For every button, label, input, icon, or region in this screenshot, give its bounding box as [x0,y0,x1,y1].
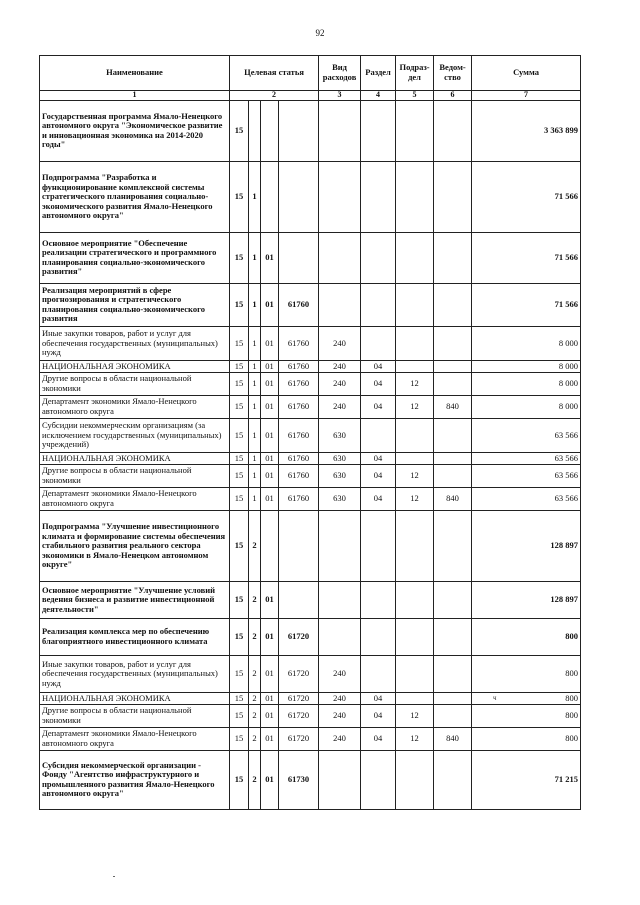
header-sum: Сумма [472,56,581,91]
department-code [434,326,472,360]
header-department: Ведом-ство [434,56,472,91]
target-subprogram: 1 [249,464,261,487]
section-code [361,326,396,360]
table-row [40,487,581,510]
section-code: 04 [361,487,396,510]
row-name: Основное мероприятие "Улучшение условий ведения бизнеса и развитие инвестиционной деятельности" [40,581,230,618]
target-program: 15 [230,704,249,727]
department-code [434,161,472,232]
row-sum: 63 566 [472,418,581,452]
row-name: Подпрограмма "Улучшение инвестиционного климата и формирование системы обеспечения стабильного развития реального сектора экономики в Ямало-Ненецком автономном округе" [40,510,230,581]
target-activity: 01 [261,452,279,464]
target-program: 15 [230,100,249,161]
expense-type: 630 [319,487,361,510]
table-row [40,692,581,704]
row-sum: 63 566 [472,452,581,464]
department-code: 840 [434,395,472,418]
department-code [434,372,472,395]
target-program: 15 [230,581,249,618]
target-activity: 01 [261,283,279,326]
target-activity: 01 [261,727,279,750]
target-program: 15 [230,618,249,655]
table-body [40,100,581,809]
section-code [361,283,396,326]
target-program: 15 [230,326,249,360]
expense-type: 240 [319,655,361,692]
row-name: Департамент экономики Ямало-Ненецкого автономного округа [40,487,230,510]
subsection-code [396,283,434,326]
row-sum: 8 000 [472,372,581,395]
row-sum: 8 000 [472,326,581,360]
department-code [434,692,472,704]
subsection-code [396,655,434,692]
header-type: Вид расходов [319,56,361,91]
header-name: Наименование [40,56,230,91]
target-direction: 61760 [279,452,319,464]
table-row [40,161,581,232]
target-subprogram: 2 [249,727,261,750]
target-subprogram: 2 [249,655,261,692]
target-activity: 01 [261,360,279,372]
target-direction: 61720 [279,618,319,655]
department-code [434,618,472,655]
row-sum: 8 000 [472,360,581,372]
target-activity: 01 [261,750,279,809]
row-name: Иные закупки товаров, работ и услуг для обеспечения государственных (муниципальных) нужд [40,655,230,692]
target-activity: 01 [261,418,279,452]
col-number: 4 [361,91,396,101]
target-direction: 61760 [279,360,319,372]
col-number: 5 [396,91,434,101]
expense-type: 630 [319,464,361,487]
target-activity [261,100,279,161]
target-subprogram: 1 [249,487,261,510]
section-code [361,510,396,581]
table-row [40,232,581,283]
expense-type [319,618,361,655]
expense-type: 240 [319,692,361,704]
col-number: 3 [319,91,361,101]
target-activity: 01 [261,655,279,692]
expense-type [319,161,361,232]
table-row [40,100,581,161]
target-program: 15 [230,692,249,704]
section-code [361,655,396,692]
target-direction: 61720 [279,692,319,704]
subsection-code [396,326,434,360]
row-sum: 71 566 [472,161,581,232]
target-program: 15 [230,452,249,464]
table-row [40,395,581,418]
column-number-row [40,91,581,101]
table-row [40,326,581,360]
target-subprogram: 1 [249,326,261,360]
row-name: Департамент экономики Ямало-Ненецкого автономного округа [40,727,230,750]
expense-type [319,750,361,809]
target-subprogram: 1 [249,283,261,326]
target-direction: 61730 [279,750,319,809]
subsection-code [396,100,434,161]
col-number: 2 [230,91,319,101]
table-row [40,372,581,395]
subsection-code: 12 [396,372,434,395]
target-program: 15 [230,283,249,326]
section-code [361,100,396,161]
section-code [361,232,396,283]
target-subprogram: 2 [249,750,261,809]
target-direction: 61760 [279,283,319,326]
header-section: Раздел [361,56,396,91]
row-sum: 128 897 [472,510,581,581]
row-sum: 71 566 [472,232,581,283]
section-code [361,161,396,232]
target-direction [279,100,319,161]
subsection-code: 12 [396,727,434,750]
row-name: НАЦИОНАЛЬНАЯ ЭКОНОМИКА [40,452,230,464]
target-activity: 01 [261,232,279,283]
row-name: Другие вопросы в области национальной экономики [40,704,230,727]
target-subprogram: 1 [249,360,261,372]
target-subprogram: 1 [249,452,261,464]
target-direction: 61760 [279,372,319,395]
target-activity: 01 [261,692,279,704]
department-code [434,100,472,161]
target-program: 15 [230,487,249,510]
target-activity: 01 [261,487,279,510]
table-row [40,283,581,326]
section-code: 04 [361,704,396,727]
target-direction [279,581,319,618]
target-activity [261,510,279,581]
row-sum: 800 [472,704,581,727]
row-name: Субсидии некоммерческим организациям (за исключением государственных (муниципальных) учреждений) [40,418,230,452]
target-direction [279,232,319,283]
expense-type: 240 [319,372,361,395]
row-sum: 800 [472,618,581,655]
target-subprogram: 1 [249,372,261,395]
target-activity [261,161,279,232]
target-program: 15 [230,510,249,581]
target-direction [279,510,319,581]
target-direction: 61760 [279,395,319,418]
subsection-code [396,581,434,618]
expense-type: 240 [319,704,361,727]
col-number: 1 [40,91,230,101]
subsection-code [396,418,434,452]
target-direction: 61760 [279,418,319,452]
section-code: 04 [361,360,396,372]
target-subprogram: 2 [249,618,261,655]
section-code: 04 [361,464,396,487]
header-target: Целевая статья [230,56,319,91]
expense-type: 240 [319,360,361,372]
department-code [434,655,472,692]
target-direction: 61760 [279,487,319,510]
subsection-code: 12 [396,395,434,418]
col-number: 7 [472,91,581,101]
table-row [40,704,581,727]
target-activity: 01 [261,395,279,418]
target-direction: 61720 [279,727,319,750]
target-subprogram: 1 [249,418,261,452]
row-sum: 63 566 [472,487,581,510]
section-code [361,750,396,809]
target-program: 15 [230,360,249,372]
row-name: НАЦИОНАЛЬНАЯ ЭКОНОМИКА [40,692,230,704]
row-name: Подпрограмма "Разработка и функционирование комплексной системы стратегического планирования социально-экономического развития Ямало-Ненецкого автономного округа" [40,161,230,232]
row-sum: 71 215 [472,750,581,809]
row-name: Государственная программа Ямало-Ненецкого автономного округа "Экономическое развитие и инновационная экономика на 2014-2020 годы" [40,100,230,161]
expense-type [319,581,361,618]
department-code: 840 [434,727,472,750]
row-sum: 800 [472,655,581,692]
row-name: Основное мероприятие "Обеспечение реализации стратегического и программного планирования социально-экономического развития" [40,232,230,283]
row-sum: 3 363 899 [472,100,581,161]
target-subprogram: 2 [249,581,261,618]
page-number: 92 [315,28,325,38]
row-name: Департамент экономики Ямало-Ненецкого автономного округа [40,395,230,418]
row-sum: 800 [472,692,581,704]
expense-type: 630 [319,418,361,452]
section-code: 04 [361,395,396,418]
target-direction [279,161,319,232]
row-name: Реализация мероприятий в сфере прогнозирования и стратегического планирования социально-экономического развития [40,283,230,326]
table-row [40,727,581,750]
department-code [434,750,472,809]
row-sum: 800 [472,727,581,750]
target-program: 15 [230,161,249,232]
department-code: 840 [434,487,472,510]
expense-type [319,100,361,161]
target-subprogram: 2 [249,510,261,581]
row-sum: 128 897 [472,581,581,618]
row-name: Реализация комплекса мер по обеспечению благоприятного инвестиционного климата [40,618,230,655]
subsection-code [396,750,434,809]
table-row [40,510,581,581]
table-row [40,750,581,809]
expense-type: 240 [319,326,361,360]
section-code [361,418,396,452]
target-activity: 01 [261,581,279,618]
subsection-code: 12 [396,704,434,727]
target-program: 15 [230,395,249,418]
section-code: 04 [361,692,396,704]
target-subprogram [249,100,261,161]
table-row [40,452,581,464]
department-code [434,581,472,618]
expense-type: 240 [319,727,361,750]
table-row [40,655,581,692]
target-direction: 61720 [279,655,319,692]
section-code [361,618,396,655]
target-subprogram: 2 [249,692,261,704]
table-header-row [40,56,581,91]
target-subprogram: 2 [249,704,261,727]
target-activity: 01 [261,372,279,395]
subsection-code [396,618,434,655]
subsection-code: 12 [396,487,434,510]
target-subprogram: 1 [249,232,261,283]
row-name: Другие вопросы в области национальной экономики [40,464,230,487]
target-activity: 01 [261,326,279,360]
table-row [40,418,581,452]
row-sum: 63 566 [472,464,581,487]
department-code [434,704,472,727]
department-code [434,510,472,581]
target-direction: 61720 [279,704,319,727]
target-activity: 01 [261,704,279,727]
table-row [40,618,581,655]
subsection-code [396,360,434,372]
department-code [434,232,472,283]
table-row [40,464,581,487]
stray-mark: ч [493,694,497,702]
expense-type [319,510,361,581]
col-number: 6 [434,91,472,101]
subsection-code [396,692,434,704]
expense-type: 240 [319,395,361,418]
section-code: 04 [361,727,396,750]
expense-type: 630 [319,452,361,464]
target-program: 15 [230,727,249,750]
subsection-code: 12 [396,464,434,487]
target-activity: 01 [261,464,279,487]
budget-table [39,55,581,810]
row-sum: 8 000 [472,395,581,418]
subsection-code [396,232,434,283]
table-row [40,360,581,372]
target-subprogram: 1 [249,161,261,232]
target-program: 15 [230,464,249,487]
subsection-code [396,161,434,232]
section-code: 04 [361,452,396,464]
target-program: 15 [230,232,249,283]
row-name: Субсидия некоммерческой организации - Фонду "Агентство инфраструктурного и промышленного развития Ямало-Ненецкого автономного округа" [40,750,230,809]
header-subsection: Подраз-дел [396,56,434,91]
target-program: 15 [230,372,249,395]
department-code [434,418,472,452]
target-program: 15 [230,750,249,809]
scan-dot [113,876,115,877]
department-code [434,283,472,326]
department-code [434,360,472,372]
target-program: 15 [230,655,249,692]
target-direction: 61760 [279,326,319,360]
row-name: Другие вопросы в области национальной экономики [40,372,230,395]
row-name: Иные закупки товаров, работ и услуг для обеспечения государственных (муниципальных) нужд [40,326,230,360]
expense-type [319,232,361,283]
subsection-code [396,510,434,581]
target-subprogram: 1 [249,395,261,418]
department-code [434,452,472,464]
section-code: 04 [361,372,396,395]
target-program: 15 [230,418,249,452]
department-code [434,464,472,487]
target-direction: 61760 [279,464,319,487]
target-activity: 01 [261,618,279,655]
row-name: НАЦИОНАЛЬНАЯ ЭКОНОМИКА [40,360,230,372]
table-row [40,581,581,618]
section-code [361,581,396,618]
expense-type [319,283,361,326]
row-sum: 71 566 [472,283,581,326]
subsection-code [396,452,434,464]
